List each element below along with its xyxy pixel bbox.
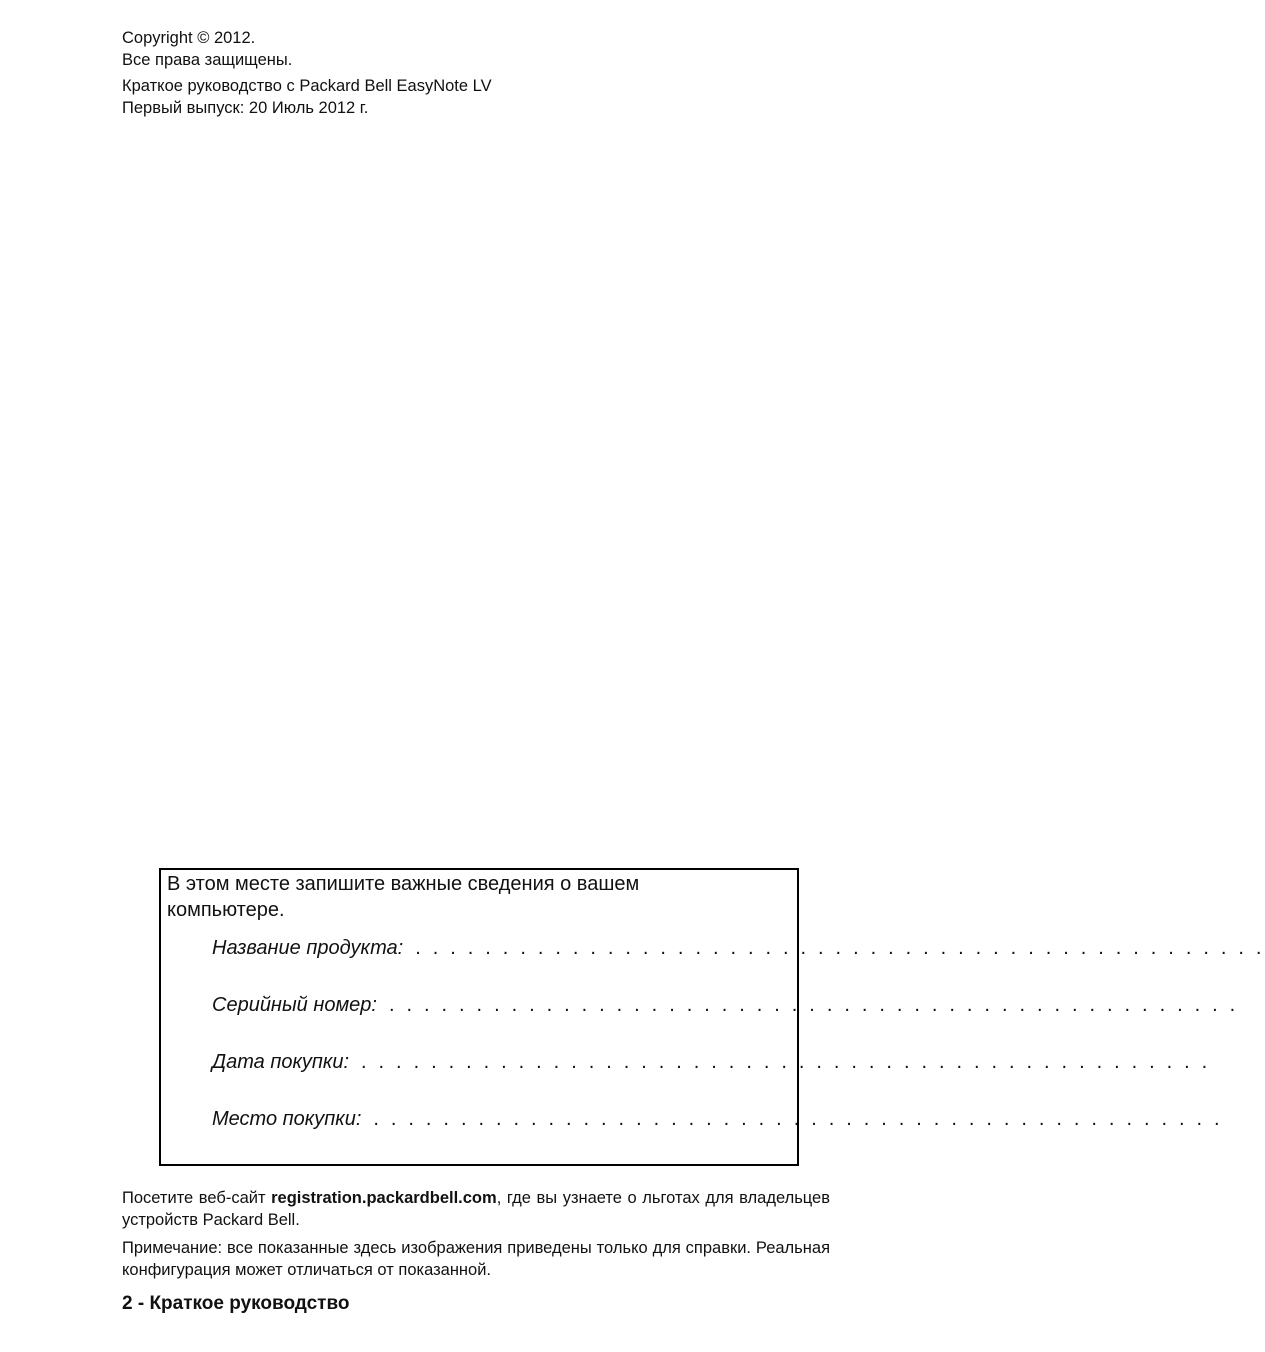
serial-number-field: [212, 992, 1239, 1018]
release-date: Первый выпуск: 20 Июль 2012 г.: [122, 99, 369, 117]
registration-note: [122, 1187, 830, 1231]
serial-number-dots: . . . . . . . . . . . . . . . . . . . . . . . . . . . . . . . . . . . . . . . . . . . . . . . . .: [388, 994, 1239, 1016]
serial-number-label: Серийный номер:: [212, 994, 377, 1016]
purchase-date-field: [212, 1049, 1211, 1075]
computer-info-box: [159, 868, 1265, 1166]
info-box-title: В этом месте запишите важные сведения о вашем компьютере.: [167, 873, 640, 921]
registration-suffix: , где вы узнаете о льготах для владельцев устройств Packard Bell.: [122, 1189, 831, 1229]
copyright-line: Copyright © 2012.: [122, 29, 256, 47]
product-name-field: [212, 935, 1265, 961]
purchase-place-field: [212, 1106, 1223, 1132]
purchase-date-dots: . . . . . . . . . . . . . . . . . . . . . . . . . . . . . . . . . . . . . . . . . . . . . . . . .: [361, 1051, 1211, 1073]
product-name-dots: . . . . . . . . . . . . . . . . . . . . . . . . . . . . . . . . . . . . . . . . . . . . . . . . .: [415, 937, 1265, 959]
registration-link[interactable]: registration.packardbell.com: [271, 1189, 497, 1207]
guide-title: Краткое руководство с Packard Bell EasyNote LV: [122, 77, 492, 95]
document-header: [122, 27, 492, 119]
purchase-date-label: Дата покупки:: [212, 1051, 350, 1073]
registration-prefix: Посетите веб-сайт: [122, 1189, 272, 1207]
product-name-label: Название продукта:: [212, 937, 404, 959]
purchase-place-label: Место покупки:: [212, 1108, 362, 1130]
page-footer: 2 - Краткое руководство: [122, 1293, 350, 1314]
purchase-place-dots: . . . . . . . . . . . . . . . . . . . . . . . . . . . . . . . . . . . . . . . . . . . . . . . . .: [373, 1108, 1223, 1130]
rights-line: Все права защищены.: [122, 51, 293, 69]
disclaimer-note: Примечание: все показанные здесь изображения приведены только для справки. Реальная конфигурация может отличаться от показанной.: [122, 1239, 830, 1279]
